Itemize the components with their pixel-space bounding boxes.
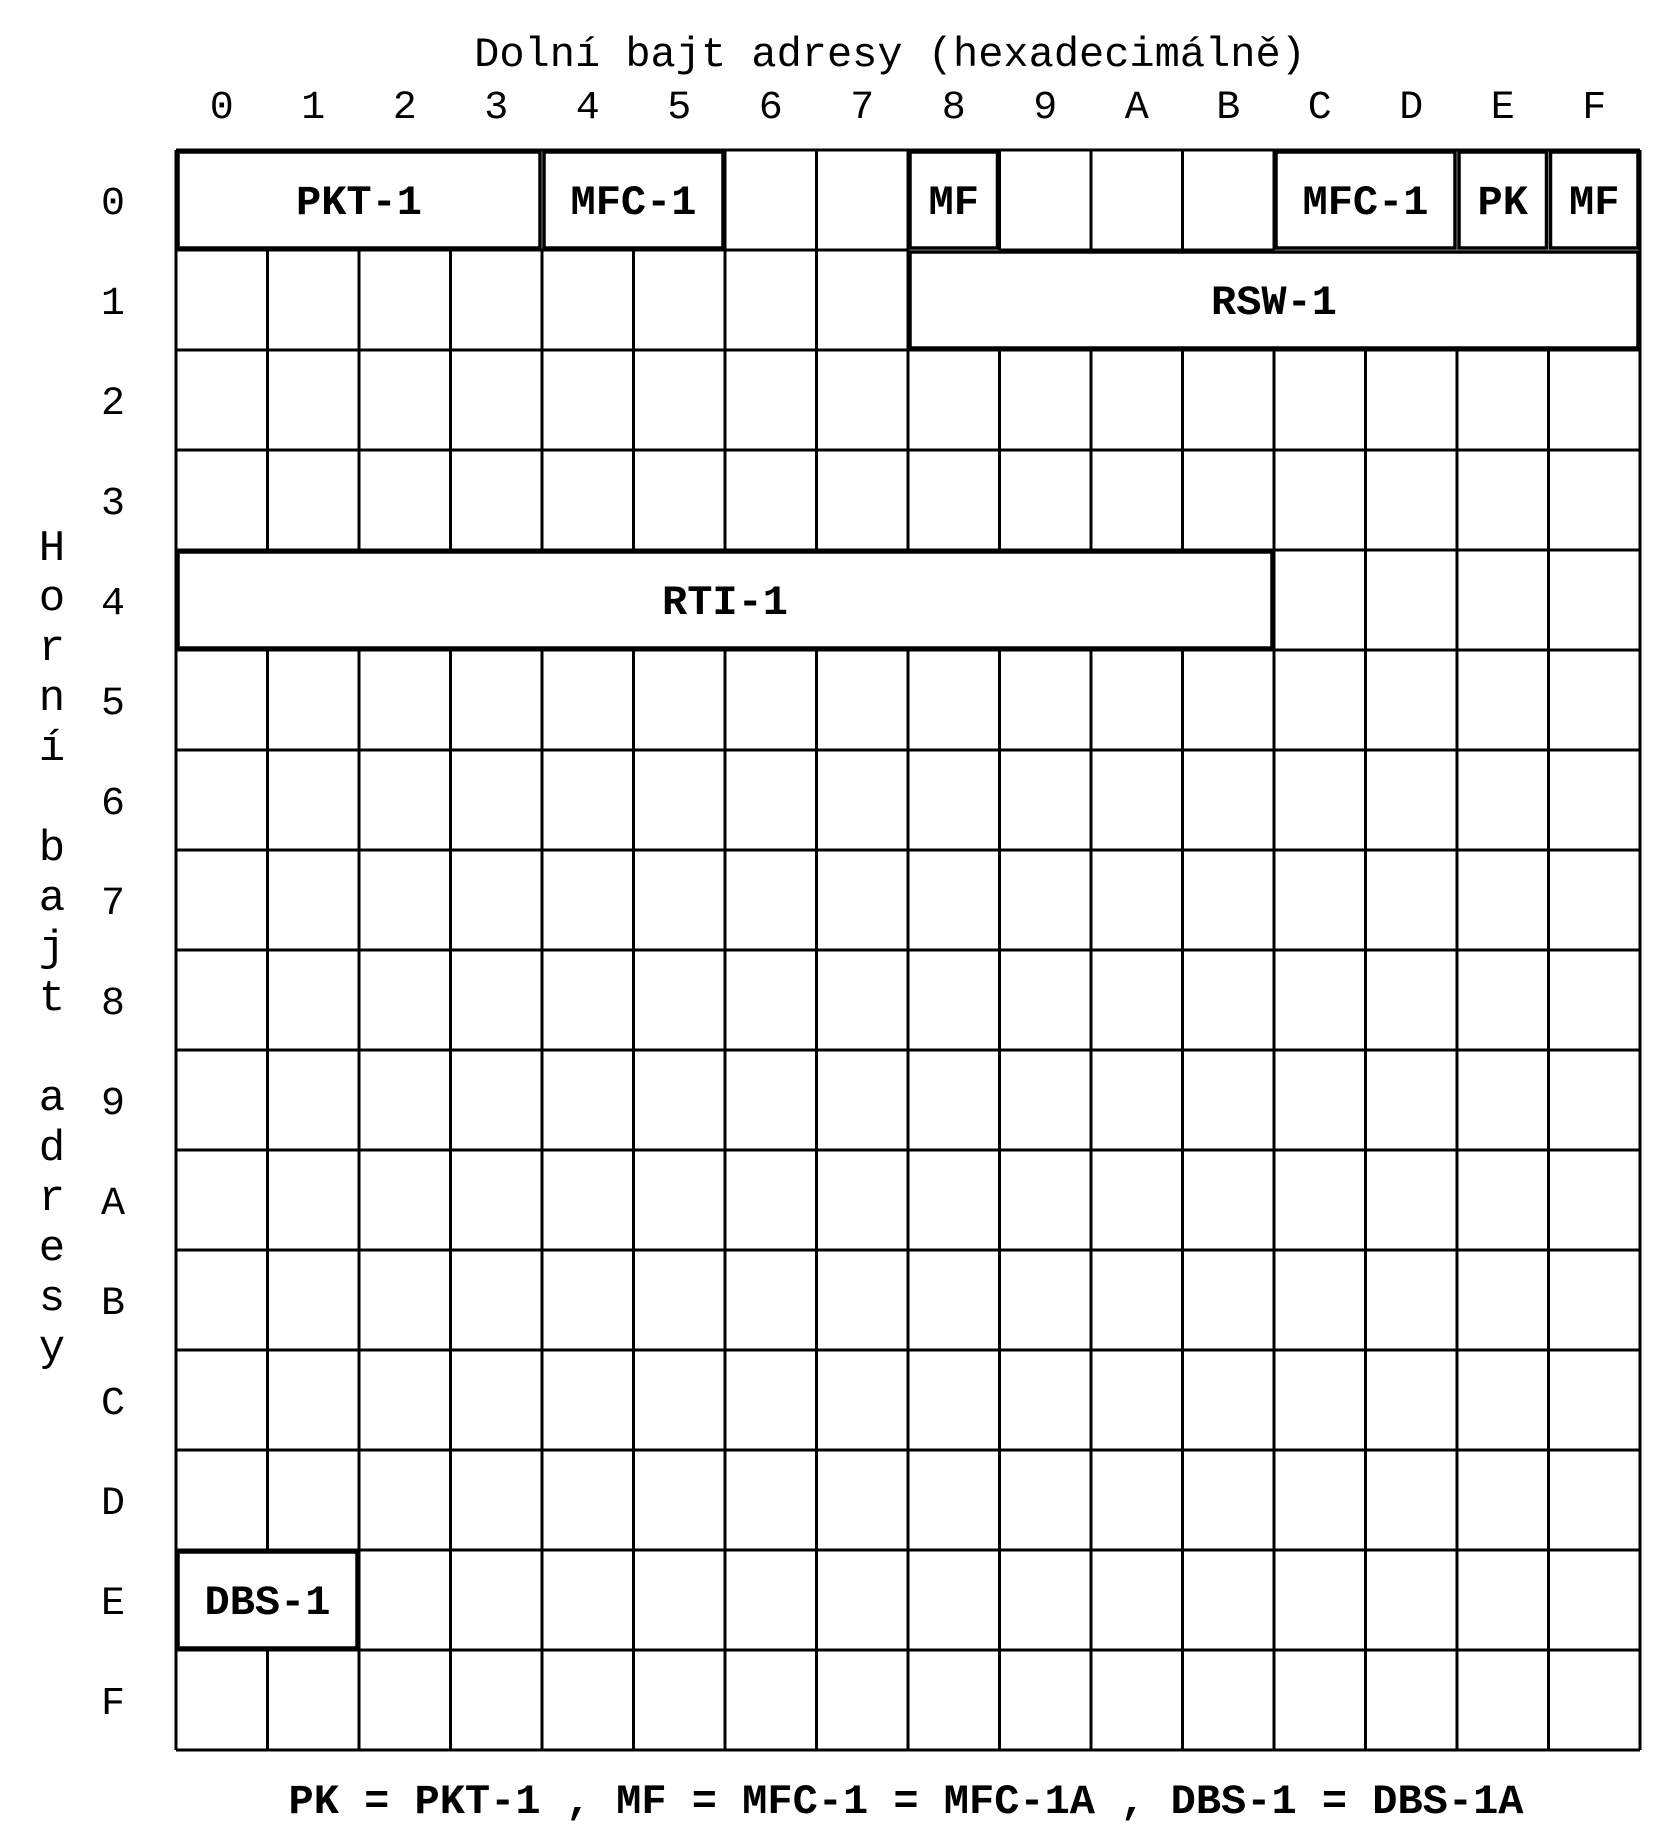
block-label: MF [928,179,979,227]
row-label: 6 [100,782,126,827]
column-label: 6 [758,86,783,131]
column-label: C [1307,86,1332,131]
row-label: A [100,1182,126,1227]
block-label: DBS-1 [204,1579,331,1627]
column-label: 2 [392,86,417,131]
row-label: 8 [100,982,126,1027]
block-label: MFC-1 [1302,179,1429,227]
block-label: PKT-1 [295,179,423,227]
row-label: C [100,1382,126,1427]
column-label: 5 [667,86,692,131]
row-label: 2 [100,382,126,427]
block-label: MF [1569,179,1620,227]
row-label: 3 [100,482,126,527]
diagram-title: Dolní bajt adresy (hexadecimálně) [474,31,1306,79]
memory-block [1276,152,1455,248]
column-label: 8 [941,86,966,131]
memory-block [178,1552,357,1648]
row-label: 0 [100,182,126,227]
row-label: 4 [100,582,126,627]
legend-text: PK = PKT-1 , MF = MFC-1 = MFC-1A , DBS-1 = DBS-1A [288,1778,1524,1826]
memory-block [910,252,1638,348]
row-label: F [100,1682,126,1727]
column-labels [210,86,1607,131]
column-label: 0 [209,86,234,131]
row-labels [101,182,125,1727]
column-label: 3 [484,86,509,131]
column-label: 9 [1033,86,1058,131]
memory-block [178,152,540,248]
row-label: 1 [100,282,126,327]
block-label: MFC-1 [570,179,697,227]
column-label: 1 [301,86,326,131]
block-label: PK [1477,179,1528,227]
row-label: 7 [100,882,126,927]
row-label: D [100,1482,126,1527]
memory-block [178,552,1272,648]
memory-block [910,152,998,248]
memory-block [544,152,723,248]
column-label: A [1124,86,1149,131]
row-label: E [100,1582,126,1627]
memory-block [1551,152,1639,248]
row-label: B [100,1282,126,1327]
block-label: RTI-1 [661,579,789,627]
block-label: RSW-1 [1210,279,1338,327]
column-label: D [1399,86,1424,131]
memory-block [1459,152,1547,248]
vertical-axis-label: H o r n í b a j t a d r e s y [38,524,66,1374]
column-label: E [1490,86,1515,131]
grid-lines [176,150,1640,1750]
column-label: F [1582,86,1607,131]
column-label: 7 [850,86,875,131]
row-label: 5 [100,682,126,727]
row-label: 9 [100,1082,126,1127]
column-label: 4 [575,86,600,131]
column-label: B [1216,86,1241,131]
